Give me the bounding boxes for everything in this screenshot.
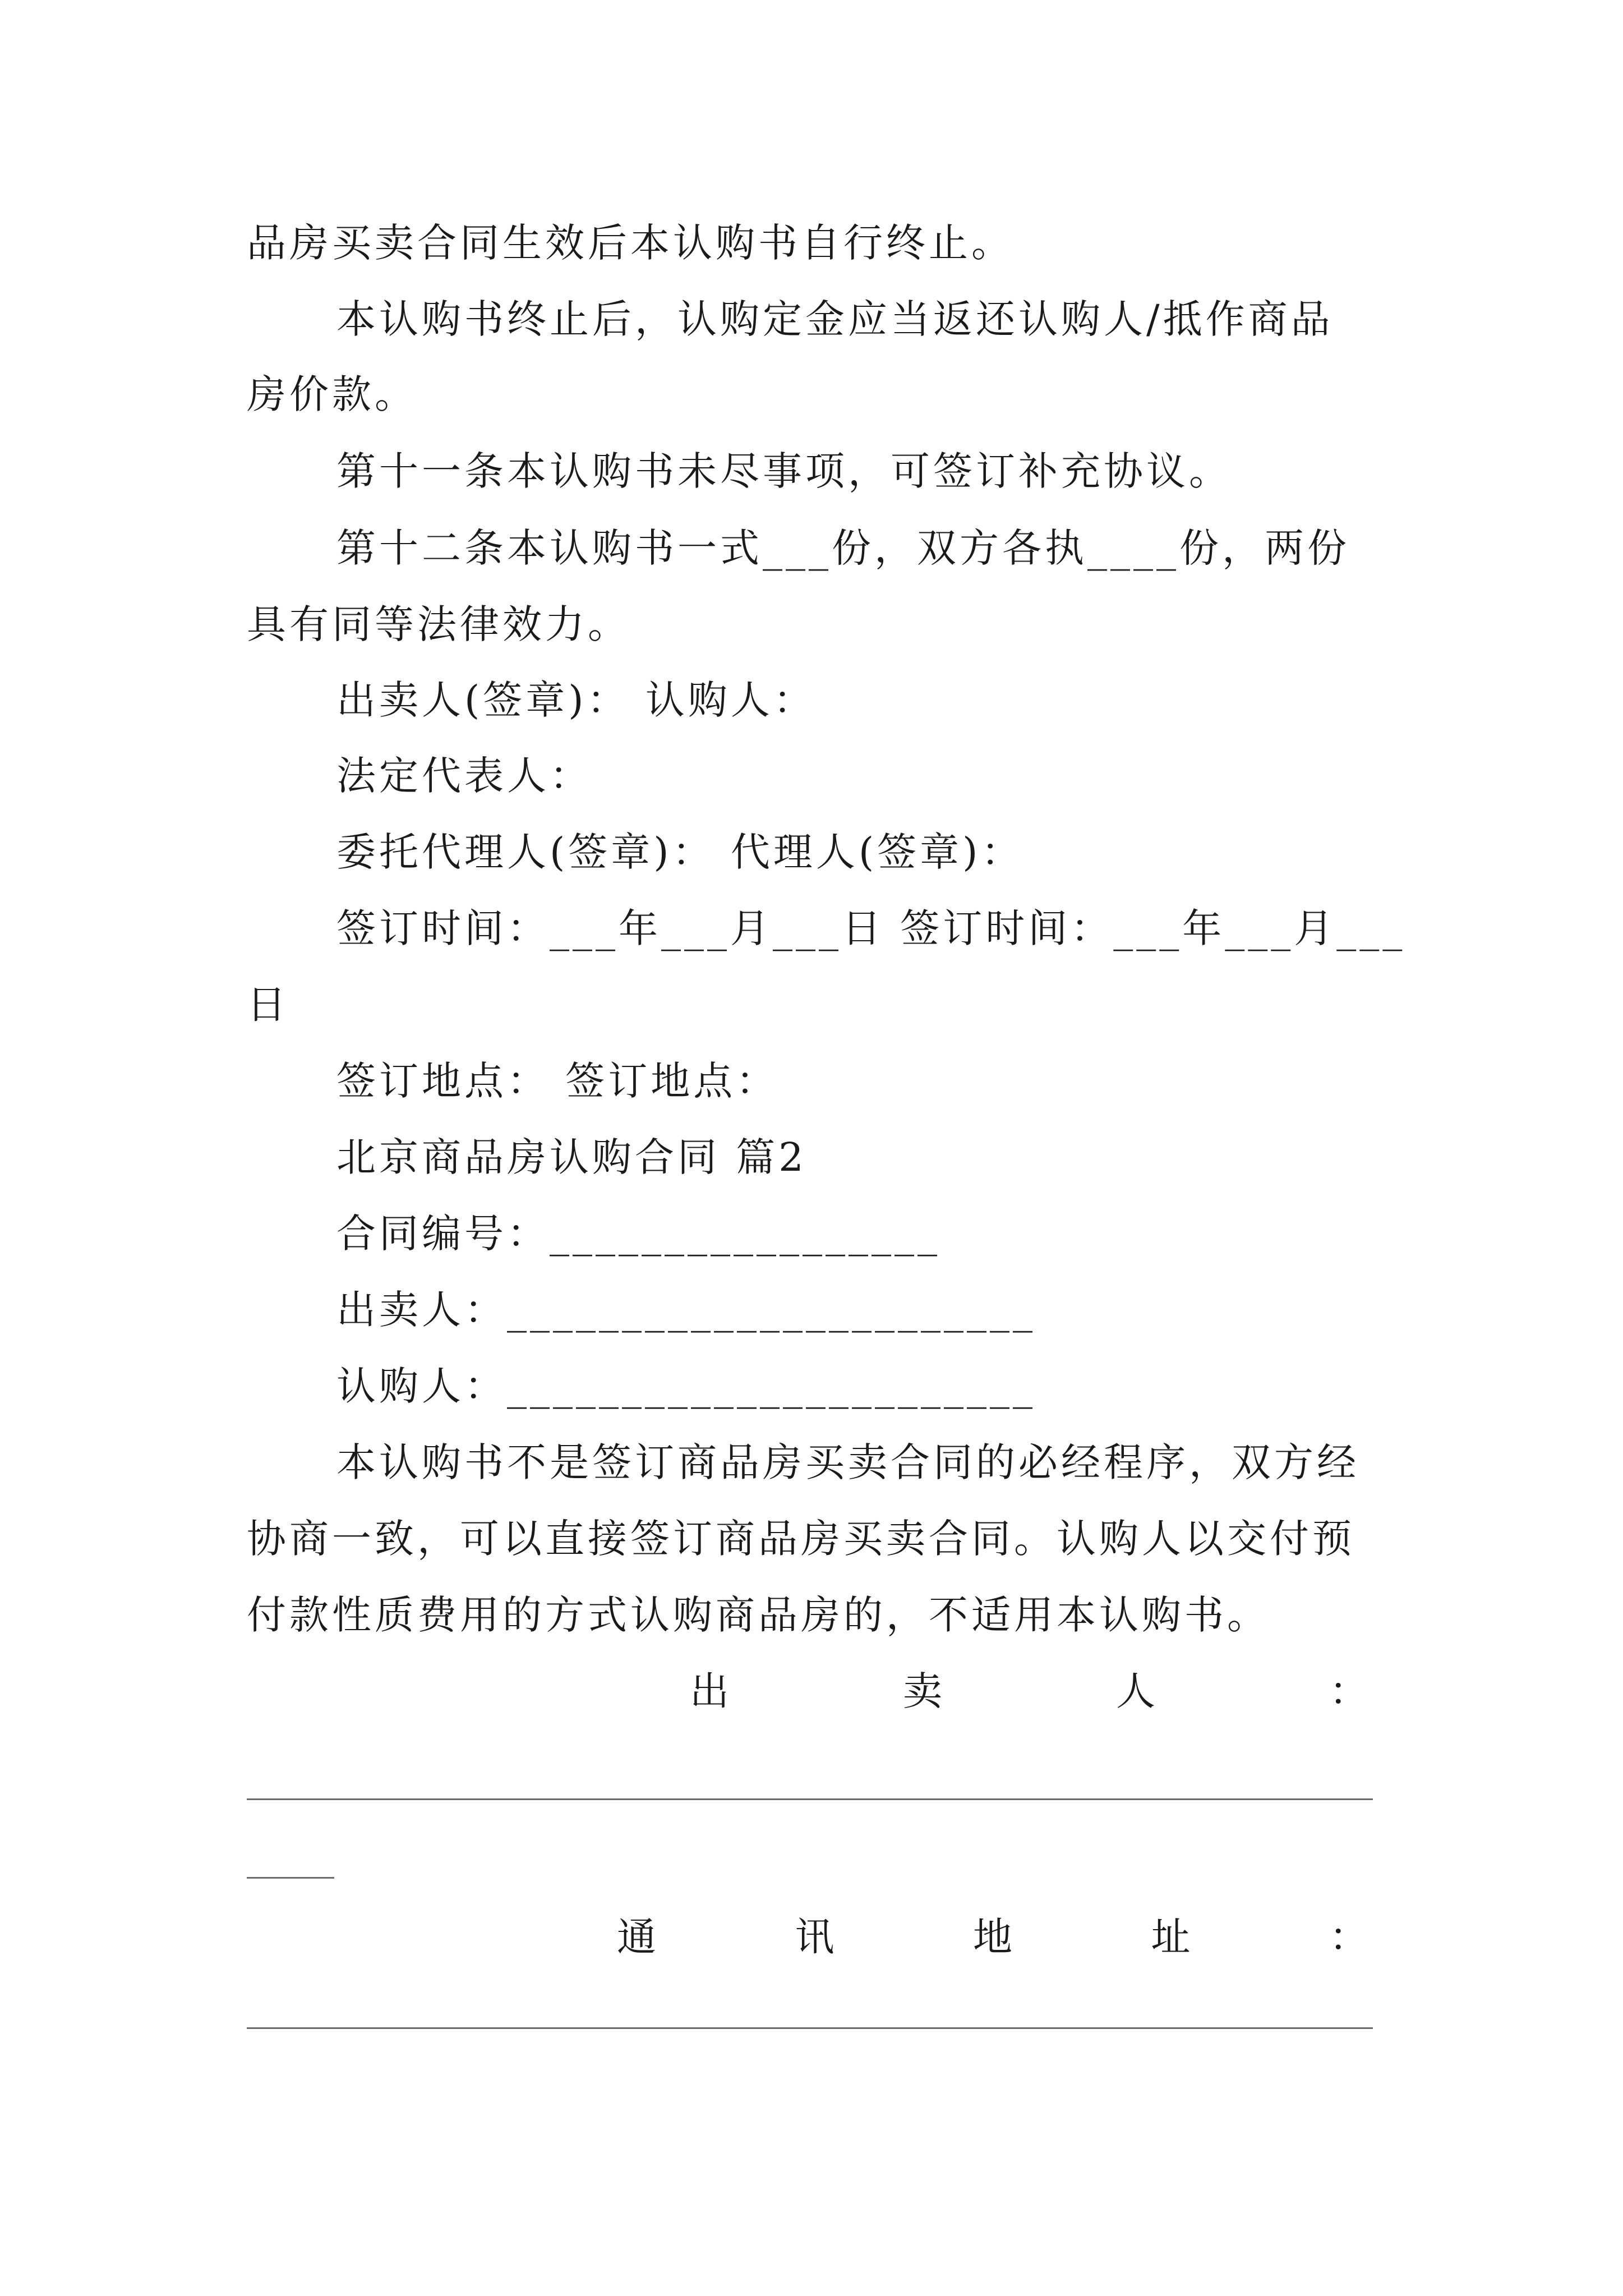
seller-line: 出卖人：_______________________ (336, 1287, 1036, 1333)
text-line: 本认购书终止后，认购定金应当返还认购人/抵作商品 (336, 296, 1334, 342)
text-line: 品房买卖合同生效后本认购书自行终止。 (247, 220, 1014, 266)
text-line: 付款性质费用的方式认购商品房的，不适用本认购书。 (247, 1592, 1270, 1638)
address-label-char: 址 (1151, 1914, 1191, 1960)
text-line: 具有同等法律效力。 (247, 601, 630, 647)
seller-fill-line-continued (247, 1877, 334, 1879)
seller-label-char: 出 (690, 1668, 729, 1714)
address-fill-line (247, 2027, 1373, 2029)
text-line: 第十一条本认购书未尽事项，可签订补充协议。 (336, 448, 1232, 494)
text-line: 出卖人(签章)： 认购人： (336, 677, 816, 723)
text-line: 房价款。 (247, 371, 417, 417)
address-label-char: 通 (617, 1914, 656, 1960)
seller-label-char: 人 (1116, 1668, 1155, 1714)
section-heading: 北京商品房认购合同 篇2 (336, 1134, 807, 1180)
seller-fill-line (247, 1798, 1373, 1800)
seller-label-row (690, 1668, 1368, 1714)
text-line: 第十二条本认购书一式___份，双方各执____份，两份 (336, 525, 1350, 571)
text-line: 本认购书不是签订商品房买卖合同的必经程序，双方经 (336, 1439, 1359, 1485)
text-line: 协商一致，可以直接签订商品房买卖合同。认购人以交付预 (247, 1516, 1355, 1562)
text-line: 日 (247, 982, 289, 1028)
address-label-char: 讯 (795, 1914, 834, 1960)
address-label-char: ： (1329, 1914, 1368, 1960)
text-line: 法定代表人： (336, 753, 592, 799)
text-line: 签订地点： 签订地点： (336, 1058, 779, 1104)
text-line: 委托代理人(签章)： 代理人(签章)： (336, 829, 1024, 875)
buyer-line: 认购人：_______________________ (336, 1363, 1036, 1409)
text-line: 签订时间：___年___月___日 签订时间：___年___月___ (336, 905, 1406, 951)
address-label-char: 地 (973, 1914, 1012, 1960)
seller-label-char: ： (1329, 1668, 1368, 1714)
seller-label-char: 卖 (903, 1668, 942, 1714)
address-label-row (617, 1914, 1368, 1960)
contract-number-line: 合同编号：_________________ (336, 1211, 940, 1257)
